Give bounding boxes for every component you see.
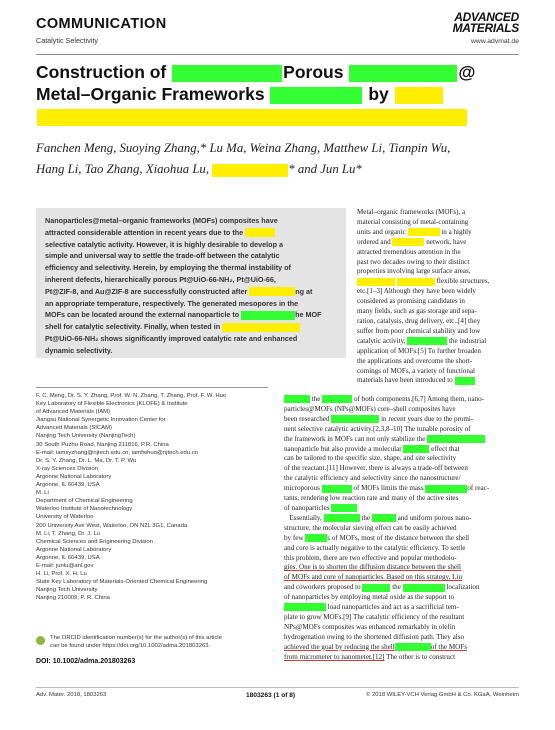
abstract-line: an appropriate temperature, respectively. The generated mesopores in the — [45, 298, 299, 308]
body-text: from micrometer to nanometer.[12] — [284, 652, 385, 661]
redaction-yellow — [357, 278, 395, 286]
body-line — [284, 445, 518, 455]
abstract-line — [45, 227, 337, 239]
affiliation-line: Nanjing 210009, P. R. China — [36, 595, 110, 602]
journal-header — [36, 16, 167, 45]
redaction-yellow — [408, 228, 440, 236]
title-part-1: Construction of — [36, 62, 167, 82]
body-text: of reac- — [467, 484, 490, 493]
affiliation-line: E-mail: iamsyzhang@njtech.edu.cn; iamfwhuo@njtech.edu.cn — [36, 449, 198, 456]
abstract-text: Pt@ZIF-8, and Au@ZIF-8 are successfully constructed after — [45, 286, 248, 296]
body-text: nanoparticle but also provide a molecular — [284, 444, 402, 453]
body-line — [284, 514, 518, 524]
body-text: in recent years due to the promi- — [381, 414, 474, 423]
footer-copyright: © 2018 WILEY-VCH Verlag GmbH & Co. KGaA, Weinheim — [366, 692, 519, 698]
body-text: catalytic activity, — [357, 336, 406, 345]
affiliation-line: Department of Chemical Engineering — [36, 498, 133, 505]
body-line — [284, 573, 518, 583]
redaction-green — [372, 514, 396, 522]
body-text: microporous — [284, 484, 320, 493]
affiliations-divider — [36, 387, 268, 388]
body-text: the framework in MOFs can not only stabilize the — [284, 434, 426, 443]
section-label: Catalytic Selectivity — [36, 36, 98, 45]
body-line: comings of MOFs, a variety of functional — [357, 366, 476, 375]
body-text: the — [392, 583, 401, 592]
redaction-green — [324, 514, 360, 522]
body-text: and coworkers proposed to — [284, 583, 361, 592]
body-line: of the reactant.[11] However, there is always a trade-off between — [284, 464, 468, 473]
affiliation-line: University of Waterloo — [36, 514, 94, 521]
affiliation-line: E-mail: junlu@anl.gov — [36, 562, 94, 569]
body-text: s of MOFs, most of the distance between the shell — [327, 533, 470, 542]
affiliation-line: Argonne, IL 60439, USA — [36, 482, 100, 489]
redaction-green — [284, 395, 310, 403]
abstract-line — [45, 321, 337, 333]
abstract-box — [36, 208, 346, 358]
redaction-green — [425, 485, 467, 493]
affiliation-line: M. Li, T. Zhang, Dr. J. Lu — [36, 530, 101, 537]
redaction-green — [403, 445, 429, 453]
body-text: by few — [284, 533, 304, 542]
body-text: been researched — [284, 414, 330, 423]
body-text: Essentially, — [289, 513, 322, 522]
body-line — [284, 534, 518, 544]
body-line: suffer from poor chemical stability and low — [357, 326, 481, 335]
redaction-green — [284, 603, 326, 611]
body-line — [357, 228, 517, 238]
abstract-line: dynamic selectivity. — [45, 345, 113, 355]
affiliation-line: Argonne, IL 60439, USA — [36, 554, 100, 561]
redaction-yellow — [395, 87, 443, 104]
body-line: the catalytic efficiency and selectivity since the nanostructure/ — [284, 474, 461, 483]
body-line: application of MOFs.[5] To further broaden — [357, 346, 481, 355]
body-line — [284, 603, 518, 613]
redaction-yellow — [397, 278, 435, 286]
affiliation-line: 30 South Puzhu Road, Nanjing 211816, P.R. China — [36, 441, 169, 448]
authors-line-2 — [36, 159, 516, 180]
affiliation-line: Jiangsu National Synergetic Innovation Center for — [36, 417, 166, 424]
abstract-text: MOFs can be located around the external nanoparticle to — [45, 310, 240, 320]
affiliation-line: Key Laboratory of Flexible Electronics (KLOFE) & Institute — [36, 401, 188, 408]
redaction-green — [427, 435, 485, 443]
body-text: in a highly — [441, 227, 472, 236]
body-text: of MOFs and core of nanoparticles. Based on this strategy, Liu — [284, 573, 463, 582]
affiliation-line: Waterloo Institute of Nanotechnology — [36, 506, 133, 513]
paper-title — [36, 61, 520, 127]
body-line: considered as promising candidates in — [357, 297, 465, 306]
redaction-green — [395, 643, 431, 651]
redaction-green — [305, 534, 327, 542]
body-line — [284, 643, 518, 653]
affiliation-line: Chemical Sciences and Engineering Division — [36, 538, 153, 545]
body-line: can be tailored to the specific size, shape, and site selectivity — [284, 454, 457, 463]
logo-line-2: MATERIALS — [452, 20, 519, 35]
body-text: the — [361, 513, 371, 522]
body-line: material consisting of metal-containing — [357, 217, 469, 226]
abstract-text: he MOF — [295, 310, 322, 320]
body-line — [284, 415, 518, 425]
body-line — [284, 395, 518, 405]
title-part-3: @ — [458, 62, 476, 82]
redaction-green — [270, 87, 362, 104]
body-line: and core is actually negative to the catalytic efficiency. To settle — [284, 543, 466, 552]
body-line: many fields, such as gas storage and sepa- — [357, 307, 477, 316]
orcid-line-1: The ORCID identification number(s) for the author(s) of this article — [50, 635, 222, 641]
body-text: units and organic — [357, 227, 406, 236]
redaction-green — [362, 584, 390, 592]
affiliation-line: 200 University Ave West, Waterloo, ON N2L 3G1, Canada — [36, 522, 188, 529]
abstract-line: Nanoparticles@metal–organic frameworks (MOFs) composites have — [45, 216, 278, 225]
body-text: of nanoparticles — [284, 503, 330, 512]
article-type: COMMUNICATION — [36, 16, 167, 32]
affiliation-line: M. Li — [36, 490, 49, 497]
redaction-green — [172, 65, 282, 82]
redaction-yellow — [222, 323, 300, 332]
body-line: hydrogenation owing to the shortened diffusion path. They also — [284, 632, 465, 641]
orcid-line-2[interactable]: can be found under https://doi.org/10.1002/adma.201803263. — [50, 643, 211, 650]
body-text: of both components.[6,7] Among them, nano- — [354, 395, 485, 403]
redaction-green — [349, 65, 457, 82]
body-line: attracted tremendous attention in the — [357, 247, 461, 256]
body-text: network, have — [426, 237, 467, 246]
authors-line-1: Fanchen Meng, Suoying Zhang,* Lu Ma, Weina Zhang, Matthew Li, Tianpin Wu, — [36, 141, 451, 155]
body-line — [357, 376, 517, 386]
body-line — [357, 238, 517, 248]
body-text: ordered and — [357, 237, 391, 246]
authors-text: * and Jun Lu* — [288, 162, 362, 176]
body-line: tants, rendering low reaction rate and many of the active sites — [284, 494, 459, 503]
abstract-line: selective catalytic activity. However, it is highly desirable to develop a — [45, 239, 283, 249]
footer-page: 1803263 (1 of 8) — [246, 692, 296, 699]
affiliation-line: X-ray Sciences Division — [36, 465, 98, 472]
intro-column-right — [357, 208, 517, 386]
affiliation-line: of Advanced Materials (IAM) — [36, 409, 110, 416]
abstract-text: shell for catalytic selectivity. Finally, when tested in — [45, 322, 221, 332]
redaction-green — [407, 337, 447, 345]
body-text: The other is to construct — [386, 652, 456, 661]
journal-logo — [453, 12, 519, 33]
body-text: and uniform porous nano- — [397, 513, 472, 522]
body-line: ration, catalysis, drug delivery, etc.,[4] they — [357, 316, 481, 325]
body-line — [357, 337, 517, 347]
body-line: properties involving large surface areas, — [357, 267, 471, 276]
body-text: localization — [446, 583, 480, 592]
affiliation-line: Argonne National Laboratory — [36, 473, 112, 480]
abstract-line: simple and universal way to settle the trade-off between the catalytic — [45, 251, 280, 261]
redaction-yellow — [212, 164, 288, 177]
abstract-line: Pt@UiO-66-NH₂ shows significantly improved catalytic rate and enhanced — [45, 333, 298, 343]
redaction-green — [403, 584, 445, 592]
redaction-green — [331, 415, 379, 423]
body-line: nent selective catalytic activity.[2,3,8–10] The tunable porosity of — [284, 424, 471, 433]
abstract-line — [45, 309, 337, 321]
abstract-line: efficiency and selectivity. Herein, by employing the thermal instability of — [45, 263, 291, 273]
orcid-note — [36, 634, 268, 650]
body-text: load nanoparticles and act as a sacrificial tem- — [327, 603, 459, 612]
doi[interactable]: DOI: 10.1002/adma.201803263 — [36, 658, 136, 665]
abstract-text: attracted considerable attention in recent years due to the — [45, 227, 244, 237]
body-line: structure, the molecular sieving effect can be easily achieved — [284, 523, 457, 532]
body-text: flexible structures, — [436, 277, 490, 286]
affiliation-line: F. C. Meng, Dr. S. Y. Zhang, Prof. W. N. Zhang, T. Zhang, Prof. F. W. Huo — [36, 393, 227, 399]
affiliation-line: Advanced Materials (SICAM) — [36, 425, 112, 432]
body-line — [284, 484, 518, 494]
body-line: of nanoparticles by employing metal oxide as the support to — [284, 593, 455, 602]
redaction-yellow — [249, 287, 295, 296]
body-text: of MOFs limits the mass — [353, 484, 424, 493]
redaction-green — [331, 504, 357, 512]
affiliation-line: State Key Laboratory of Materials-Oriented Chemical Engineering — [36, 579, 208, 586]
body-text: materials have been introduced to — [357, 376, 453, 385]
body-line: plate to grow MOFs.[9] The catalytic efficiency of the resultant — [284, 612, 465, 621]
affiliations — [36, 392, 268, 602]
body-line: gies. One is to shorten the diffusion distance between the shell — [284, 563, 461, 572]
intro-body-lower — [284, 395, 518, 662]
authors-text: Hang Li, Tao Zhang, Xiaohua Lu, — [36, 162, 210, 176]
abstract-line: inherent defects, hierarchically porous Pt@UiO-66-NH₂, Pt@UiO-66, — [45, 274, 276, 284]
journal-url[interactable]: www.advmat.de — [471, 38, 519, 45]
author-list — [36, 138, 516, 180]
affiliation-line: Nanjing Tech University (NanjingTech) — [36, 433, 136, 440]
redaction-green — [322, 395, 352, 403]
title-part-4: Metal–Organic Frameworks — [36, 84, 265, 104]
abstract-text: ng at — [295, 286, 313, 296]
body-line — [284, 653, 518, 663]
body-line: NPs@MOFs composites was enhanced remarkably in olefin — [284, 622, 456, 631]
redaction-yellow — [392, 238, 424, 246]
logo-line-1: ADVANCED — [454, 10, 519, 24]
body-text: the — [311, 395, 321, 403]
affiliation-line: Argonne National Laboratory — [36, 546, 112, 553]
redaction-yellow — [37, 109, 467, 126]
affiliation-line: Dr. S. Y. Zhang, Dr. L. Ma, Dr. T. P. Wu — [36, 457, 137, 464]
body-line — [284, 583, 518, 593]
body-line — [357, 277, 517, 287]
affiliation-line: Nanjing Tech University — [36, 587, 98, 594]
redaction-green — [241, 311, 295, 320]
body-line: Metal–organic frameworks (MOFs), a — [357, 208, 466, 216]
body-line: etc.[1–3] Although they have been widely — [357, 287, 476, 296]
body-line: past two decades owing to their distinct — [357, 257, 470, 266]
body-line: this problem, there are two effective and popular methodolo- — [284, 553, 457, 562]
redaction-green — [322, 485, 352, 493]
journal-logo-block — [453, 12, 519, 45]
body-line — [284, 504, 518, 514]
body-line — [284, 435, 518, 445]
body-line: the applications and overcome the short- — [357, 356, 473, 365]
abstract-line — [45, 286, 337, 298]
affiliation-line: H. Li, Prof. X. H. Lu — [36, 571, 87, 578]
title-part-2: Porous — [283, 62, 344, 82]
body-text: of the MOFs — [430, 642, 467, 651]
body-line: particles@MOFs (NPs@MOFs) core–shell composites have — [284, 404, 456, 413]
redaction-yellow — [245, 228, 275, 237]
body-text: achieved the goal by reducing the shell — [284, 642, 395, 651]
body-text: effect that — [431, 444, 460, 453]
title-part-5: by — [368, 84, 389, 104]
redaction-green — [455, 377, 475, 385]
body-text: the industrial — [448, 336, 487, 345]
footer-divider — [36, 687, 519, 688]
footer-journal: Adv. Mater. 2018, 1803263 — [36, 692, 107, 698]
header-divider — [36, 54, 519, 55]
